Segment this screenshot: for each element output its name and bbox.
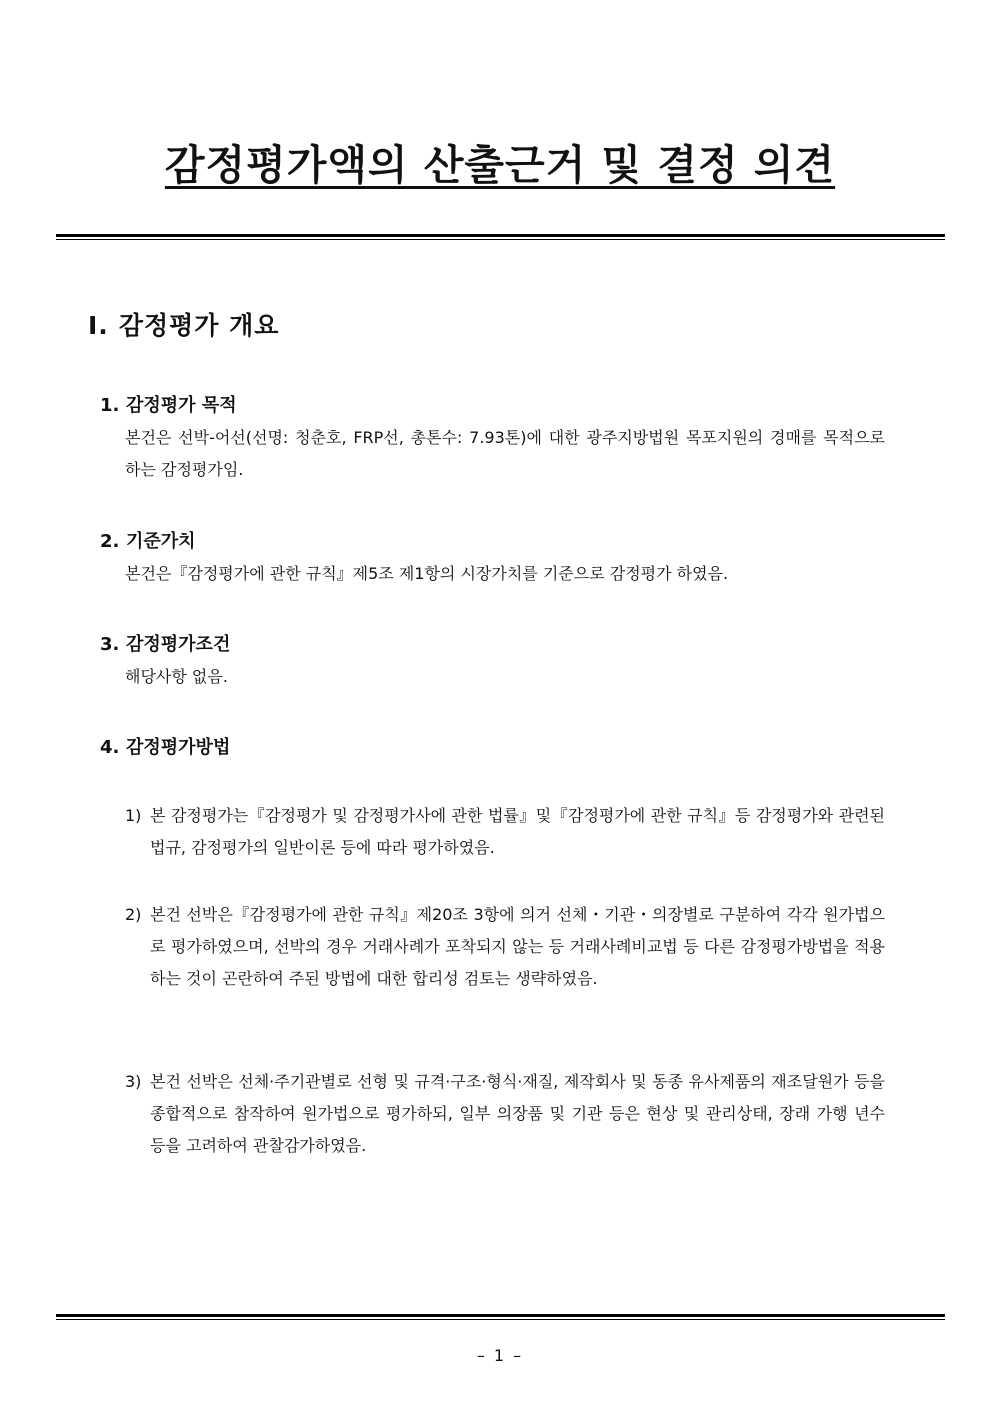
bottom-double-rule bbox=[56, 1314, 945, 1320]
subsection-body-conditions: 해당사항 없음. bbox=[125, 667, 228, 686]
method-item bbox=[125, 800, 885, 864]
method-item-index: 1) bbox=[125, 806, 142, 825]
subsection-heading-text: 감정평가방법 bbox=[126, 737, 231, 758]
section-heading-text: 감정평가 개요 bbox=[118, 311, 280, 340]
page-number: – 1 – bbox=[476, 1346, 524, 1365]
section-roman-numeral: Ⅰ. bbox=[88, 311, 109, 340]
document-title-text: 감정평가액의 산출근거 및 결정 의견 bbox=[164, 141, 836, 189]
method-item-text: 본 감정평가는『감정평가 및 감정평가사에 관한 법률』및『감정평가에 관한 규칙』등 감정평가와 관련된 법규, 감정평가의 일반이론 등에 따라 평가하였음. bbox=[150, 806, 885, 857]
section-heading bbox=[88, 306, 279, 342]
subsection-number: 3. bbox=[100, 634, 120, 655]
subsection-heading-methods bbox=[100, 733, 230, 759]
subsection-body-purpose: 본건은 선박-어선(선명: 청춘호, FRP선, 총톤수: 7.93톤)에 대한 광주지방법원 목포지원의 경매를 목적으로 하는 감정평가임. bbox=[125, 428, 885, 479]
subsection-heading-text: 감정평가조건 bbox=[126, 634, 231, 655]
method-item-text: 본건 선박은 선체·주기관별로 선형 및 규격·구조·형식·재질, 제작회사 및 동종 유사제품의 재조달원가 등을 종합적으로 참작하여 원가법으로 평가하되, 일부 의장품 및 기관 등은 현상 및 관리상태, 장래 가행 년수 등을 고려하여 관찰감가하였음. bbox=[150, 1072, 885, 1155]
method-item-index: 2) bbox=[125, 905, 142, 924]
subsection-heading-text: 감정평가 목적 bbox=[126, 395, 237, 416]
subsection-body-value-basis: 본건은『감정평가에 관한 규칙』제5조 제1항의 시장가치를 기준으로 감정평가 하였음. bbox=[125, 564, 729, 583]
subsection-number: 1. bbox=[100, 395, 120, 416]
top-double-rule bbox=[56, 234, 945, 240]
subsection-heading-text: 기준가치 bbox=[126, 531, 196, 552]
method-item bbox=[125, 1066, 885, 1162]
subsection-heading-value-basis bbox=[100, 527, 196, 553]
document-title bbox=[0, 132, 1000, 191]
subsection-heading-conditions bbox=[100, 630, 230, 656]
subsection-number: 2. bbox=[100, 531, 120, 552]
method-item bbox=[125, 899, 885, 995]
method-item-index: 3) bbox=[125, 1072, 142, 1091]
method-item-text: 본건 선박은『감정평가에 관한 규칙』제20조 3항에 의거 선체・기관・의장별로 구분하여 각각 원가법으로 평가하였으며, 선박의 경우 거래사례가 포착되지 않는 등 거래사례비교법 등 다른 감정평가방법을 적용하는 것이 곤란하여 주된 방법에 대한 합리성 검토는 생략하였음. bbox=[150, 905, 885, 988]
subsection-number: 4. bbox=[100, 737, 120, 758]
subsection-heading-purpose bbox=[100, 391, 237, 417]
